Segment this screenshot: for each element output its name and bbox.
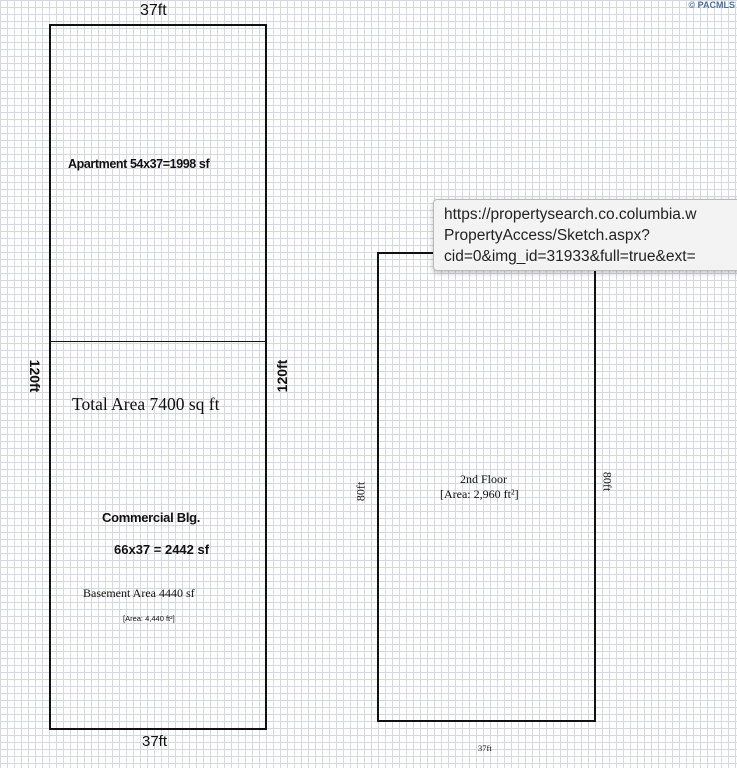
second-floor-left-dimension: 80ft [353,481,368,502]
apartment-label: Apartment 54x37=1998 sf [68,157,210,171]
second-floor-label: 2nd Floor [460,472,508,486]
basement-area-label: Basement Area 4440 sf [83,586,195,600]
left-bottom-dimension: 37ft [142,733,168,750]
tooltip-line-3: cid=0&img_id=31933&full=true&ext= [444,248,696,265]
commercial-area-calc: 66x37 = 2442 sf [114,542,210,557]
total-area-label: Total Area 7400 sq ft [72,394,220,414]
left-top-dimension: 37ft [140,2,167,19]
second-floor-bottom-dimension: 37ft [478,743,492,753]
url-tooltip [433,199,737,271]
second-floor-area: [Area: 2,960 ft²] [440,487,519,501]
tooltip-line-2: PropertyAccess/Sketch.aspx? [444,227,650,244]
copyright-watermark: © PACMLS [688,0,735,10]
tooltip-line-1: https://propertysearch.co.columbia.w [444,206,697,223]
second-floor-right-dimension: 80ft [600,471,615,492]
right-side-dimension: 120ft [274,359,290,393]
commercial-building-label: Commercial Blg. [102,510,201,525]
floor-divider-line [49,341,267,342]
left-side-dimension: 120ft [27,359,43,393]
left-building-outline [49,24,267,730]
basement-area-value: [Area: 4,440 ft²] [123,614,175,623]
